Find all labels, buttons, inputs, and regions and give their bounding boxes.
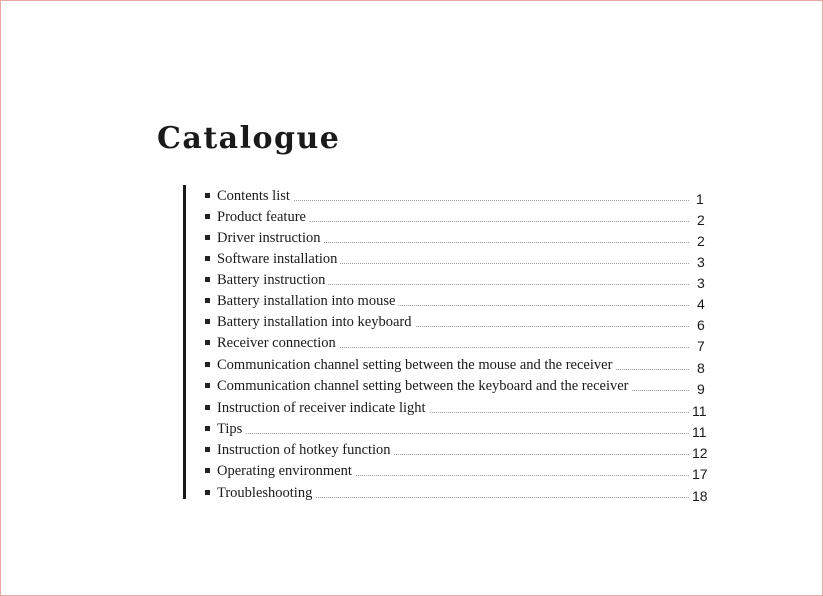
toc-entry — [205, 333, 717, 354]
bullet-icon — [205, 277, 210, 282]
toc-entry-label: Instruction of hotkey function — [217, 440, 394, 461]
toc-entry — [205, 228, 717, 249]
toc-entry-page-number: 3 — [697, 254, 705, 270]
toc-entry-page-number: 9 — [697, 381, 705, 397]
page-title: Catalogue — [157, 121, 341, 156]
bullet-icon — [205, 362, 210, 367]
toc-entry-label: Troubleshooting — [217, 483, 315, 504]
toc-entry-label: Operating environment — [217, 461, 355, 482]
toc-entry-label: Instruction of receiver indicate light — [217, 398, 429, 419]
bullet-icon — [205, 319, 210, 324]
toc-entry — [205, 270, 717, 291]
bullet-icon — [205, 383, 210, 388]
dot-leader — [217, 433, 689, 434]
toc-entry-page-number: 17 — [692, 466, 708, 482]
toc-entry-page-number: 1 — [696, 191, 704, 207]
toc-entry-label: Product feature — [217, 207, 309, 228]
bullet-icon — [205, 490, 210, 495]
toc-entry — [205, 186, 717, 207]
toc-entry-label: Contents list — [217, 186, 293, 207]
toc-entry-label: Communication channel setting between the keyboard and the receiver — [217, 376, 632, 397]
bullet-icon — [205, 468, 210, 473]
bullet-icon — [205, 340, 210, 345]
left-rule — [183, 185, 186, 499]
toc-entry-label: Battery instruction — [217, 270, 328, 291]
bullet-icon — [205, 447, 210, 452]
toc-entry-label: Battery installation into mouse — [217, 291, 398, 312]
toc-entry-page-number: 8 — [697, 360, 705, 376]
toc-entry-page-number: 18 — [692, 488, 708, 504]
toc-entry-label: Receiver connection — [217, 333, 339, 354]
toc-entry-label: Software installation — [217, 249, 340, 270]
toc-entry-label: Tips — [217, 419, 245, 440]
toc-entry-page-number: 4 — [697, 296, 705, 312]
bullet-icon — [205, 405, 210, 410]
toc-entry-page-number: 6 — [697, 317, 705, 333]
toc-entry — [205, 312, 717, 333]
toc-entry — [205, 207, 717, 228]
toc-entry — [205, 398, 717, 419]
bullet-icon — [205, 193, 210, 198]
bullet-icon — [205, 214, 210, 219]
toc-entry-page-number: 3 — [697, 275, 705, 291]
toc-entry-page-number: 11 — [692, 403, 707, 419]
toc-entry-page-number: 2 — [697, 212, 705, 228]
toc-entry-page-number: 11 — [692, 424, 707, 440]
bullet-icon — [205, 235, 210, 240]
toc-entry — [205, 355, 717, 376]
toc-entry-page-number: 12 — [692, 445, 708, 461]
toc-entry-page-number: 2 — [697, 233, 705, 249]
bullet-icon — [205, 298, 210, 303]
toc-entry — [205, 461, 717, 482]
toc-entry — [205, 483, 717, 504]
toc-entry — [205, 419, 717, 440]
toc-entry-page-number: 7 — [697, 338, 705, 354]
toc-entry-label: Communication channel setting between the mouse and the receiver — [217, 355, 615, 376]
bullet-icon — [205, 426, 210, 431]
toc-entry-label: Battery installation into keyboard — [217, 312, 415, 333]
toc-entry — [205, 291, 717, 312]
toc-entry — [205, 376, 717, 397]
toc-entry-label: Driver instruction — [217, 228, 324, 249]
toc-entry — [205, 249, 717, 270]
bullet-icon — [205, 256, 210, 261]
toc-entry — [205, 440, 717, 461]
